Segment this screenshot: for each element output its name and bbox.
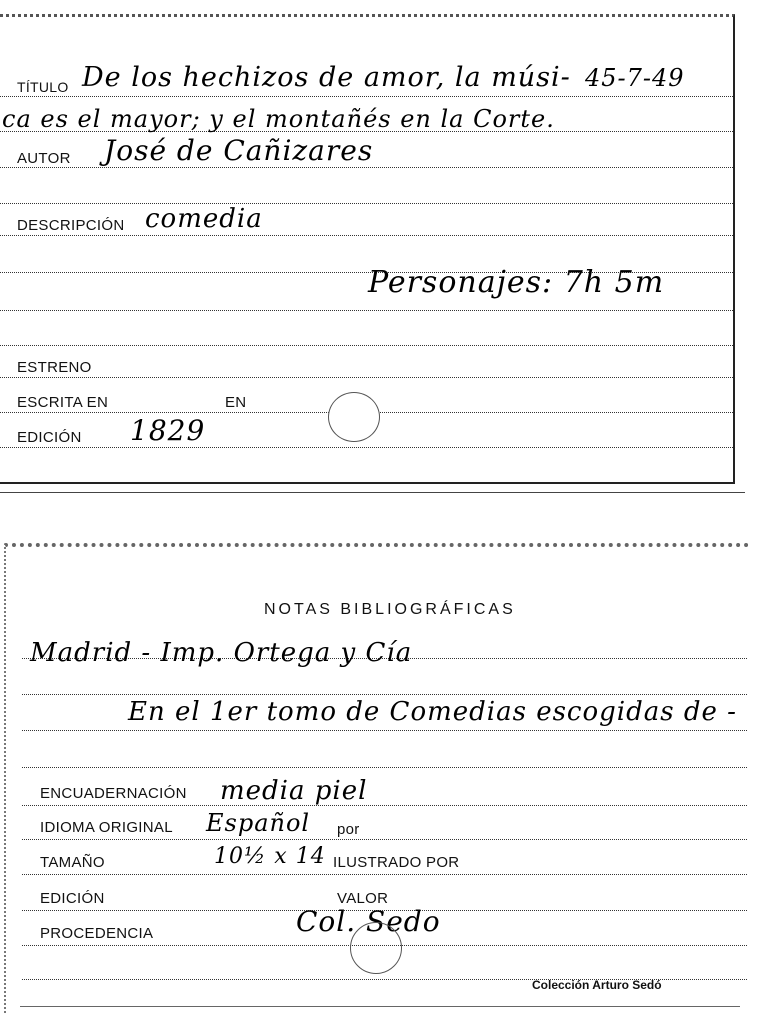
punch-hole-top <box>328 392 380 442</box>
rule <box>22 694 747 695</box>
catalog-number: 45-7-49 <box>585 64 685 92</box>
descripcion-label: DESCRIPCIÓN <box>17 217 125 234</box>
edicion-label-top: EDICIÓN <box>17 429 82 446</box>
tamano-label: TAMAÑO <box>40 854 105 871</box>
escrita-en-label: ESCRITA EN <box>17 394 109 411</box>
encuadernacion-value: media piel <box>220 776 368 806</box>
idioma-value: Español <box>206 809 311 837</box>
rule <box>0 310 733 311</box>
notes-line-2: En el 1er tomo de Comedias escogidas de - <box>128 697 737 727</box>
valor-label: VALOR <box>337 890 389 907</box>
separator-line <box>0 492 745 493</box>
bottom-edge-line <box>20 1006 740 1007</box>
collection-credit: Colección Arturo Sedó <box>532 978 662 992</box>
rule <box>0 345 733 346</box>
rule <box>0 96 733 97</box>
por-label: por <box>337 821 360 838</box>
procedencia-value: Col. Sedo <box>296 905 441 938</box>
tamano-value: 10½ x 14 <box>214 844 326 869</box>
personajes-note: Personajes: 7h 5m <box>368 265 665 300</box>
titulo-value-line2: ca es el mayor; y el montañés en la Corte. <box>2 105 555 133</box>
rule <box>22 767 747 768</box>
rule <box>22 730 747 731</box>
punch-hole-bottom <box>350 922 402 974</box>
rule <box>0 235 733 236</box>
rule <box>0 203 733 204</box>
rule <box>22 805 747 806</box>
ilustrado-label: ILUSTRADO POR <box>333 854 460 871</box>
procedencia-label: PROCEDENCIA <box>40 925 154 942</box>
rule <box>0 377 733 378</box>
edicion-value: 1829 <box>130 414 206 447</box>
rule <box>0 447 733 448</box>
rule <box>22 839 747 840</box>
idioma-label: IDIOMA ORIGINAL <box>40 819 173 836</box>
en-label: EN <box>225 394 247 411</box>
rule <box>22 874 747 875</box>
descripcion-value: comedia <box>145 204 263 234</box>
rule <box>0 167 733 168</box>
edicion-label-bottom: EDICIÓN <box>40 890 105 907</box>
autor-value: José de Cañizares <box>104 134 374 167</box>
notes-line-1: Madrid - Imp. Ortega y Cía <box>30 638 413 668</box>
estreno-label: ESTRENO <box>17 359 92 376</box>
notas-heading: NOTAS BIBLIOGRÁFICAS <box>264 601 516 618</box>
titulo-label: TÍTULO <box>17 79 69 95</box>
autor-label: AUTOR <box>17 150 71 167</box>
titulo-value-line1: De los hechizos de amor, la músi- <box>82 62 571 93</box>
encuadernacion-label: ENCUADERNACIÓN <box>40 785 187 802</box>
